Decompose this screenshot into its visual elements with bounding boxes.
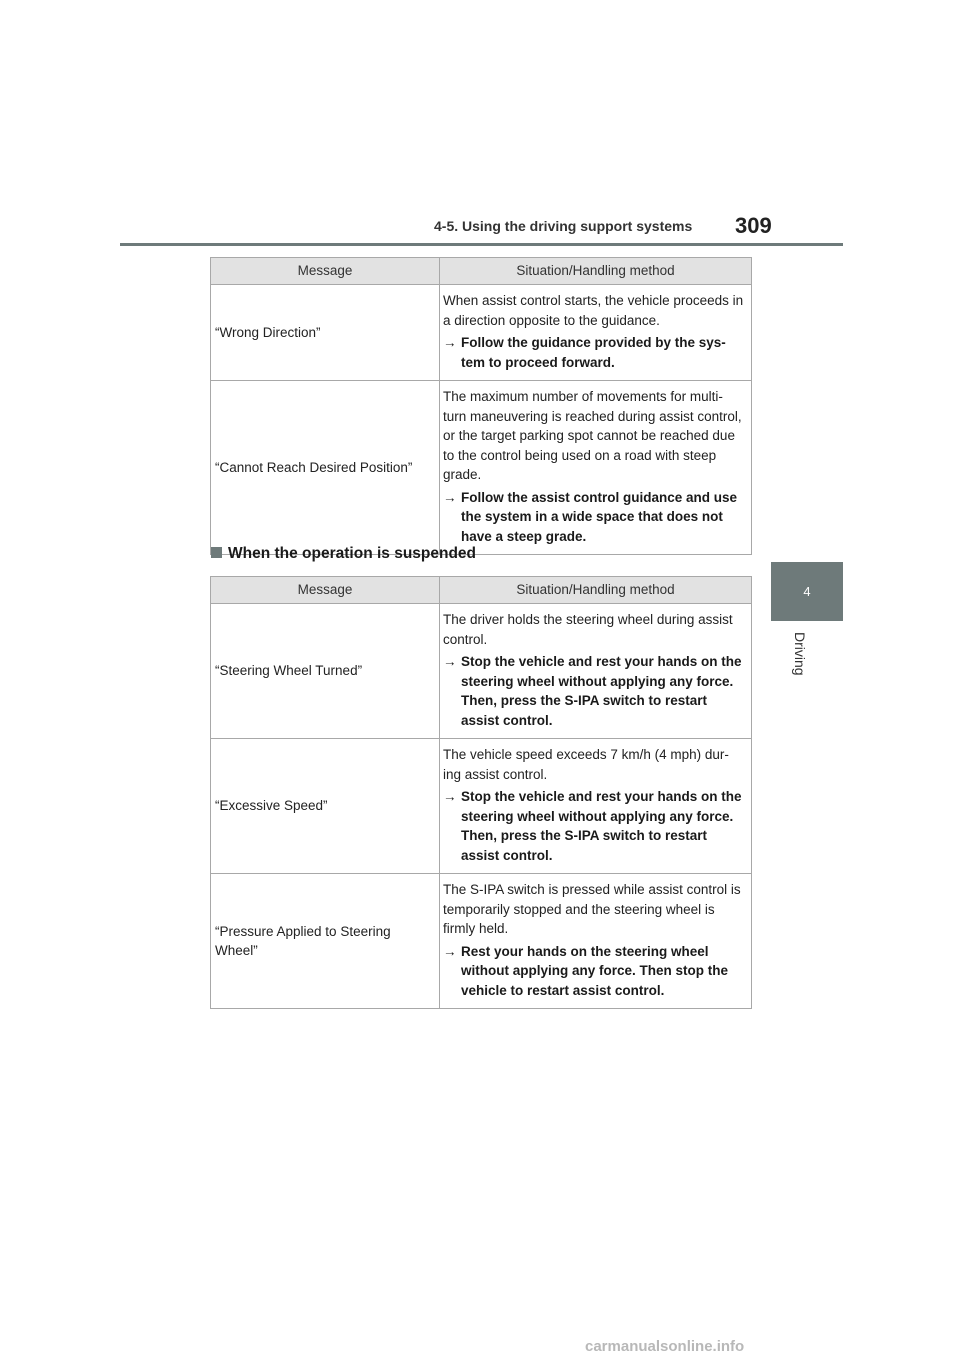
column-header-message: Message bbox=[211, 258, 440, 285]
table-row bbox=[211, 381, 752, 555]
situation-cell bbox=[440, 381, 752, 555]
instruction-text: Follow the assist control guidance and use the system in a wide space that does not have a steep grade. bbox=[461, 489, 738, 544]
handling-instruction bbox=[443, 488, 745, 547]
situation-text: The driver holds the steering wheel during assist control. bbox=[443, 612, 733, 647]
watermark: carmanualsonline.info bbox=[585, 1338, 745, 1355]
message-cell: “Excessive Speed” bbox=[211, 739, 440, 874]
column-header-situation: Situation/Handling method bbox=[440, 577, 752, 604]
instruction-text: Stop the vehicle and rest your hands on the steering wheel without applying any force. Then, press the S-IPA switch to restart assist control. bbox=[461, 654, 742, 728]
situation-text: When assist control starts, the vehicle proceeds in a direction opposite to the guidance. bbox=[443, 293, 744, 328]
arrow-right-icon: → bbox=[443, 943, 457, 959]
arrow-right-icon: → bbox=[443, 789, 457, 804]
table-row bbox=[211, 874, 752, 1009]
chapter-tab[interactable] bbox=[771, 562, 843, 621]
situation-text: The S-IPA switch is pressed while assist control is temporarily stopped and the steering wheel is firmly held. bbox=[443, 882, 741, 936]
instruction-text: Stop the vehicle and rest your hands on the steering wheel without applying any force. Then, press the S-IPA switch to restart assist control. bbox=[461, 789, 742, 863]
handling-instruction bbox=[443, 942, 745, 1001]
section-title: 4-5. Using the driving support systems bbox=[434, 218, 693, 234]
situation-cell bbox=[440, 874, 752, 1009]
situation-text: The maximum number of movements for multi-turn maneuvering is reached during assist control, or the target parking spot cannot be reached due to the control being used on a road with steep grade. bbox=[443, 389, 742, 482]
table-header-row bbox=[211, 577, 752, 604]
square-bullet-icon bbox=[211, 547, 222, 558]
arrow-right-icon: → bbox=[443, 489, 457, 505]
column-header-message: Message bbox=[211, 577, 440, 604]
message-table-2 bbox=[210, 576, 752, 1009]
column-header-situation: Situation/Handling method bbox=[440, 258, 752, 285]
message-cell: “Wrong Direction” bbox=[211, 285, 440, 381]
arrow-right-icon: → bbox=[443, 335, 457, 350]
message-cell: “Pressure Applied to Steering Wheel” bbox=[211, 874, 440, 1009]
instruction-text: Follow the guidance provided by the sys-tem to proceed forward. bbox=[461, 335, 726, 370]
page-number: 309 bbox=[735, 213, 772, 238]
situation-cell bbox=[440, 604, 752, 739]
table-row bbox=[211, 739, 752, 874]
situation-cell bbox=[440, 739, 752, 874]
message-cell: “Steering Wheel Turned” bbox=[211, 604, 440, 739]
message-cell: “Cannot Reach Desired Position” bbox=[211, 381, 440, 555]
situation-text: The vehicle speed exceeds 7 km/h (4 mph) dur-ing assist control. bbox=[443, 747, 729, 782]
table-row bbox=[211, 285, 752, 381]
section-heading bbox=[211, 545, 476, 563]
arrow-right-icon: → bbox=[443, 654, 457, 669]
chapter-number: 4 bbox=[803, 584, 811, 599]
handling-instruction bbox=[443, 787, 745, 865]
message-table-1 bbox=[210, 257, 752, 555]
instruction-text: Rest your hands on the steering wheel without applying any force. Then stop the vehicle to restart assist control. bbox=[461, 943, 729, 998]
handling-instruction bbox=[443, 652, 745, 730]
header-divider bbox=[120, 243, 843, 246]
situation-cell bbox=[440, 285, 752, 381]
section-heading-text: When the operation is suspended bbox=[228, 545, 477, 562]
chapter-label: Driving bbox=[792, 632, 808, 676]
table-header-row bbox=[211, 258, 752, 285]
table-row bbox=[211, 604, 752, 739]
handling-instruction bbox=[443, 333, 745, 372]
